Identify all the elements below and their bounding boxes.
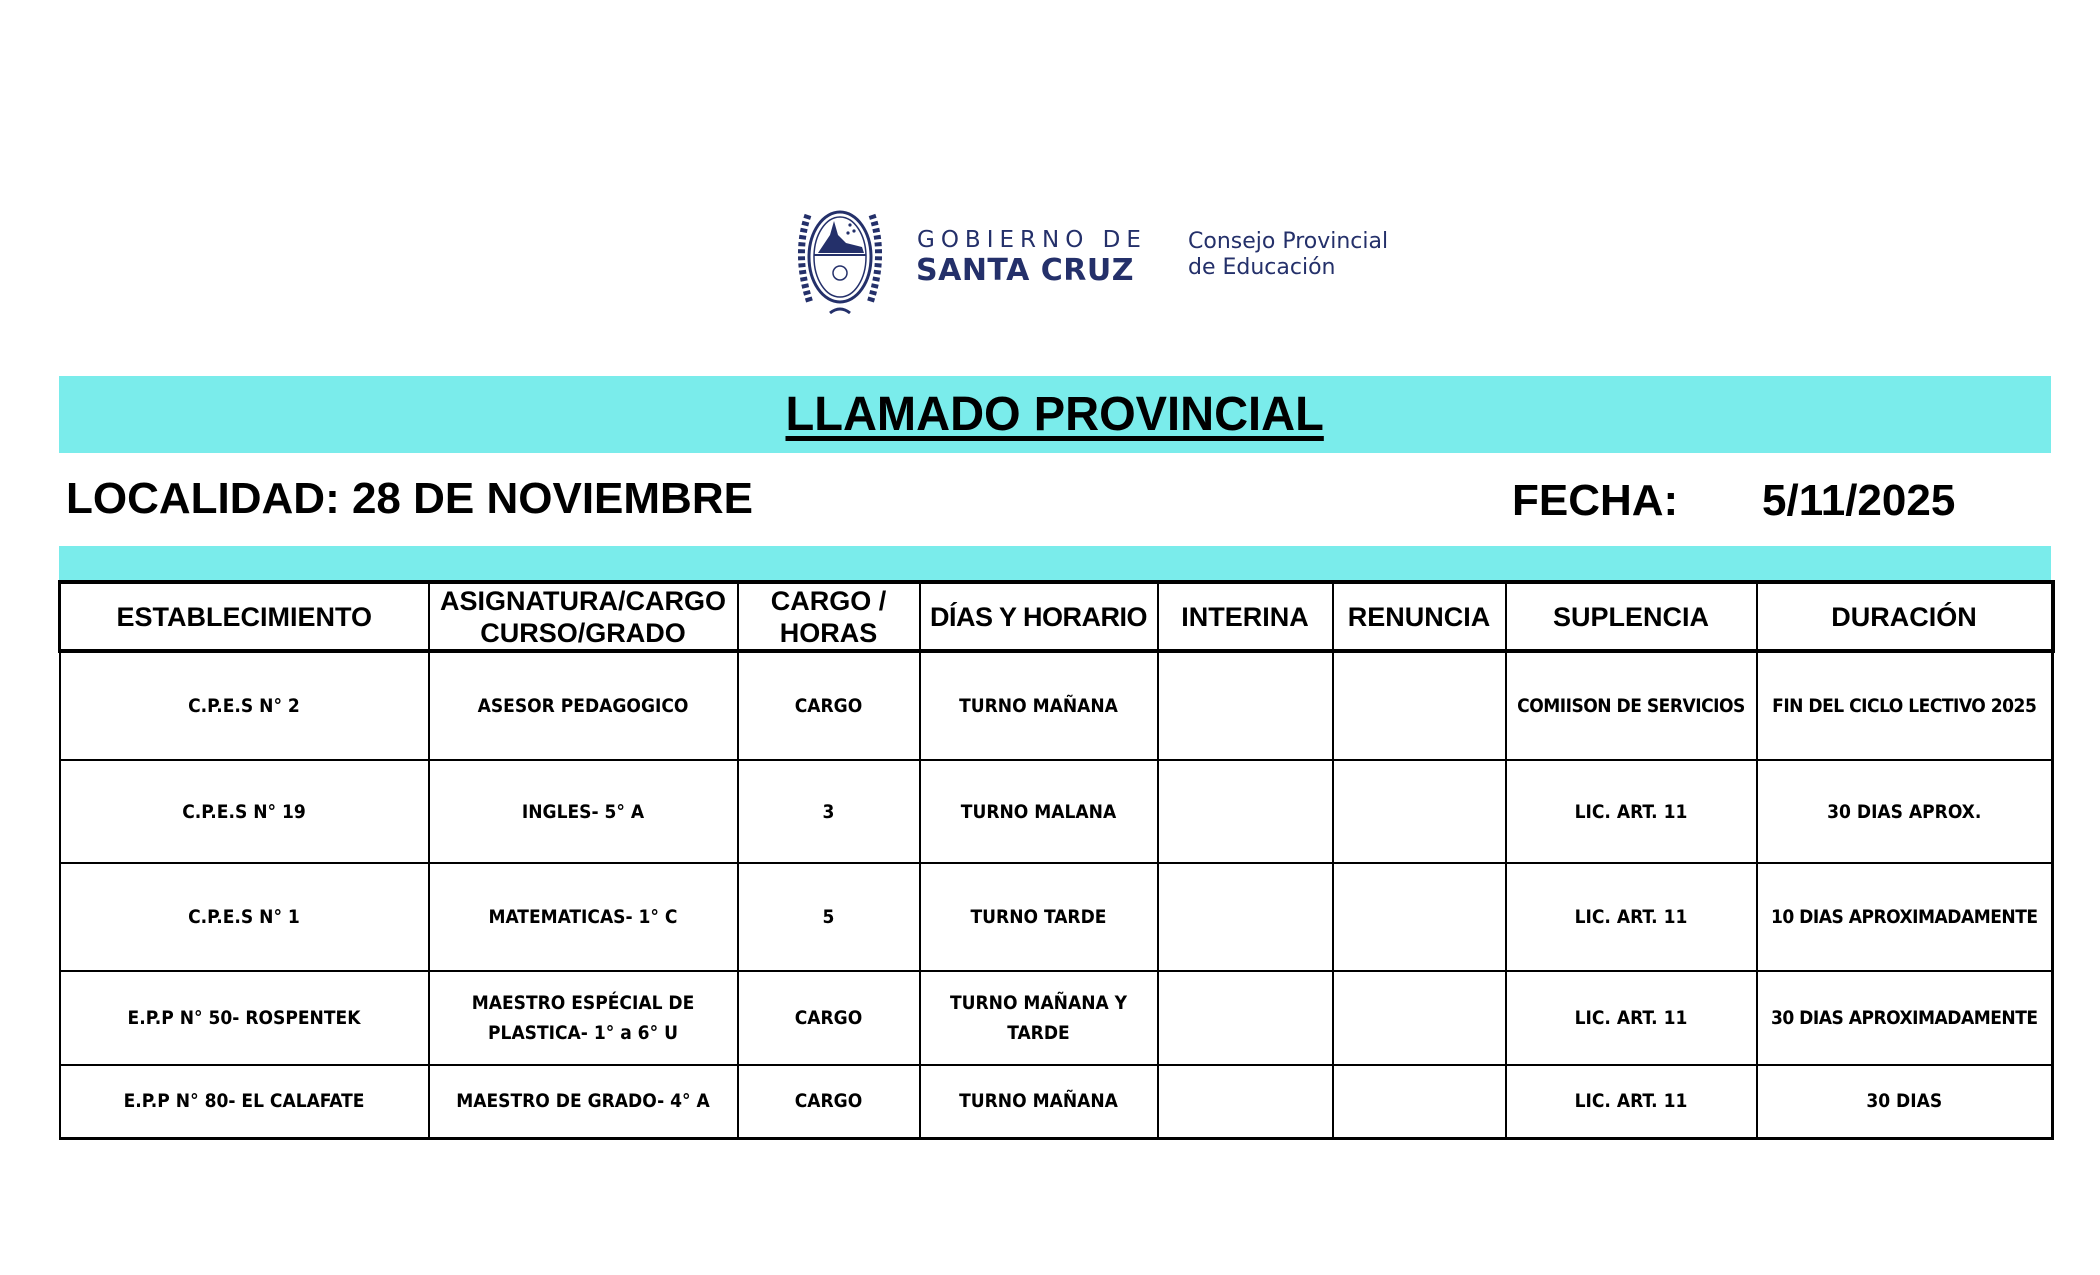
cell-asignatura: MAESTRO DE GRADO- 4° A <box>429 1065 738 1138</box>
cell-renuncia <box>1333 971 1506 1065</box>
column-header-establecimiento: ESTABLECIMIENTO <box>60 582 429 651</box>
table-row <box>60 1065 2053 1138</box>
cell-establecimiento: E.P.P N° 50- ROSPENTEK <box>60 971 429 1065</box>
header-logo <box>790 195 1410 323</box>
cell-suplencia: LIC. ART. 11 <box>1506 760 1757 863</box>
table-row <box>60 863 2053 971</box>
santa-cruz-text: SANTA CRUZ <box>916 253 1134 288</box>
cell-duracion: 30 DIAS <box>1757 1065 2053 1138</box>
cell-duracion: FIN DEL CICLO LECTIVO 2025 <box>1757 651 2053 760</box>
cell-establecimiento: C.P.E.S N° 1 <box>60 863 429 971</box>
column-header-dias-horario: DÍAS Y HORARIO <box>920 582 1158 651</box>
table-row <box>60 971 2053 1065</box>
cell-asignatura: ASESOR PEDAGOGICO <box>429 651 738 760</box>
cell-renuncia <box>1333 1065 1506 1138</box>
cell-cargo-horas: CARGO <box>738 971 920 1065</box>
consejo-provincial-text: Consejo Provincial <box>1188 229 1389 254</box>
cell-suplencia: COMIISON DE SERVICIOS <box>1506 651 1757 760</box>
table-row <box>60 651 2053 760</box>
cell-cargo-horas: 3 <box>738 760 920 863</box>
column-header-cargo-horas: CARGO / HORAS <box>738 582 920 651</box>
de-educacion-text: de Educación <box>1188 255 1336 280</box>
cell-suplencia: LIC. ART. 11 <box>1506 863 1757 971</box>
cell-renuncia <box>1333 863 1506 971</box>
cell-dias-horario: TURNO MAÑANA <box>920 651 1158 760</box>
cell-renuncia <box>1333 651 1506 760</box>
cell-establecimiento: C.P.E.S N° 19 <box>60 760 429 863</box>
column-header-asignatura: ASIGNATURA/CARGO CURSO/GRADO <box>429 582 738 651</box>
cell-asignatura: INGLES- 5° A <box>429 760 738 863</box>
page-title: LLAMADO PROVINCIAL <box>785 388 1325 441</box>
separator-band <box>59 546 2051 580</box>
cell-duracion: 30 DIAS APROX. <box>1757 760 2053 863</box>
cell-interina <box>1158 1065 1333 1138</box>
cell-cargo-horas: 5 <box>738 863 920 971</box>
title-banner <box>59 376 2051 453</box>
fecha-label: FECHA: <box>1512 476 1679 525</box>
llamado-table <box>58 580 2055 1140</box>
cell-renuncia <box>1333 760 1506 863</box>
gobierno-de-text: GOBIERNO DE <box>917 227 1147 253</box>
fecha-value: 5/11/2025 <box>1762 476 1956 525</box>
table-header-row <box>60 582 2053 651</box>
cell-asignatura: MATEMATICAS- 1° C <box>429 863 738 971</box>
cell-dias-horario: TURNO MALANA <box>920 760 1158 863</box>
localidad-label: LOCALIDAD: 28 DE NOVIEMBRE <box>66 474 753 523</box>
cell-cargo-horas: CARGO <box>738 1065 920 1138</box>
coat-of-arms-icon <box>790 195 890 323</box>
cell-cargo-horas: CARGO <box>738 651 920 760</box>
cell-duracion: 10 DIAS APROXIMADAMENTE <box>1757 863 2053 971</box>
table-row <box>60 760 2053 863</box>
cell-suplencia: LIC. ART. 11 <box>1506 971 1757 1065</box>
cell-interina <box>1158 651 1333 760</box>
cell-interina <box>1158 863 1333 971</box>
cell-duracion: 30 DIAS APROXIMADAMENTE <box>1757 971 2053 1065</box>
column-header-suplencia: SUPLENCIA <box>1506 582 1757 651</box>
cell-dias-horario: TURNO MAÑANA <box>920 1065 1158 1138</box>
column-header-interina: INTERINA <box>1158 582 1333 651</box>
column-header-renuncia: RENUNCIA <box>1333 582 1506 651</box>
cell-interina <box>1158 760 1333 863</box>
cell-interina <box>1158 971 1333 1065</box>
cell-suplencia: LIC. ART. 11 <box>1506 1065 1757 1138</box>
cell-dias-horario: TURNO MAÑANA Y TARDE <box>920 971 1158 1065</box>
column-header-duracion: DURACIÓN <box>1757 582 2053 651</box>
cell-asignatura: MAESTRO ESPÉCIAL DE PLASTICA- 1° a 6° U <box>429 971 738 1065</box>
cell-establecimiento: C.P.E.S N° 2 <box>60 651 429 760</box>
cell-dias-horario: TURNO TARDE <box>920 863 1158 971</box>
cell-establecimiento: E.P.P N° 80- EL CALAFATE <box>60 1065 429 1138</box>
